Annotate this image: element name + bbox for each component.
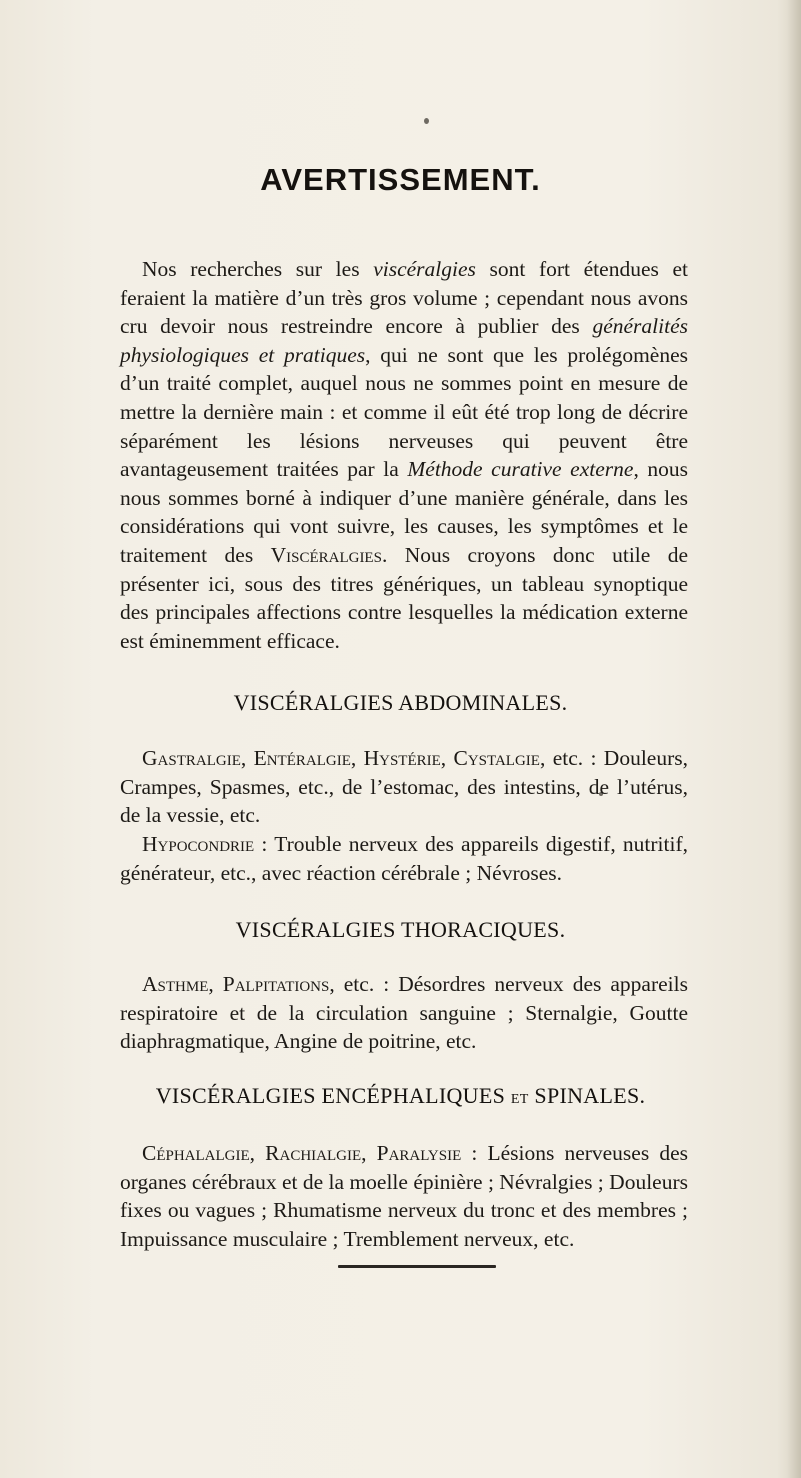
thoraciques-paragraph: Asthme, Palpitations, etc. : Désordres nerveux des appareils respiratoire et de la circulation sanguine ; Sternalgie, Goutte diaphragmatique, Angine de poitrine, etc.	[120, 972, 688, 1054]
page-edge-shadow	[787, 0, 801, 1478]
abdominales-paragraph-1: Gastralgie, Entéralgie, Hystérie, Cystalgie, etc. : Douleurs, Crampes, Spasmes, etc., de l’estomac, des intestins, de l’utérus, de la vessie, etc.	[120, 746, 688, 828]
heading-abdominales: VISCÉRALGIES ABDOMINALES.	[233, 690, 568, 715]
heading-thoraciques: VISCÉRALGIES THORACIQUES.	[235, 917, 566, 942]
abdominales-paragraph-2: Hypocondrie : Trouble nerveux des appareils digestif, nutritif, générateur, etc., avec réaction cérébrale ; Névroses.	[120, 832, 688, 885]
intro-paragraph: Nos recherches sur les viscéralgies sont fort étendues et feraient la matière d’un très gros volume ; cependant nous avons cru devoir nous restreindre encore à publier des généralités physiologiques et pratiques, qui ne sont que les prolégomènes d’un traité complet, auquel nous ne sommes point en mesure de mettre la dernière main : et comme il eût été trop long de décrire séparément les lésions nerveuses qui peuvent être avantageusement traitées par la Méthode curative externe, nous nous sommes borné à indiquer d’une manière générale, dans les considérations qui vont suivre, les causes, les symptômes et le traitement des Viscéralgies. Nous croyons donc utile de présenter ici, sous des titres génériques, un tableau synoptique des principales affections contre lesquelles la médication externe est éminemment efficace.	[120, 257, 688, 653]
closing-rule	[338, 1265, 496, 1268]
page-title: AVERTISSEMENT.	[260, 162, 541, 197]
heading-encephaliques: VISCÉRALGIES ENCÉPHALIQUES et SPINALES.	[155, 1083, 646, 1108]
encephaliques-paragraph: Céphalalgie, Rachialgie, Paralysie : Lésions nerveuses des organes cérébraux et de la moelle épinière ; Névralgies ; Douleurs fixes ou vagues ; Rhumatisme nerveux du tronc et des membres ; Impuissance musculaire ; Tremblement nerveux, etc.	[120, 1141, 688, 1251]
ink-spot	[424, 118, 429, 124]
